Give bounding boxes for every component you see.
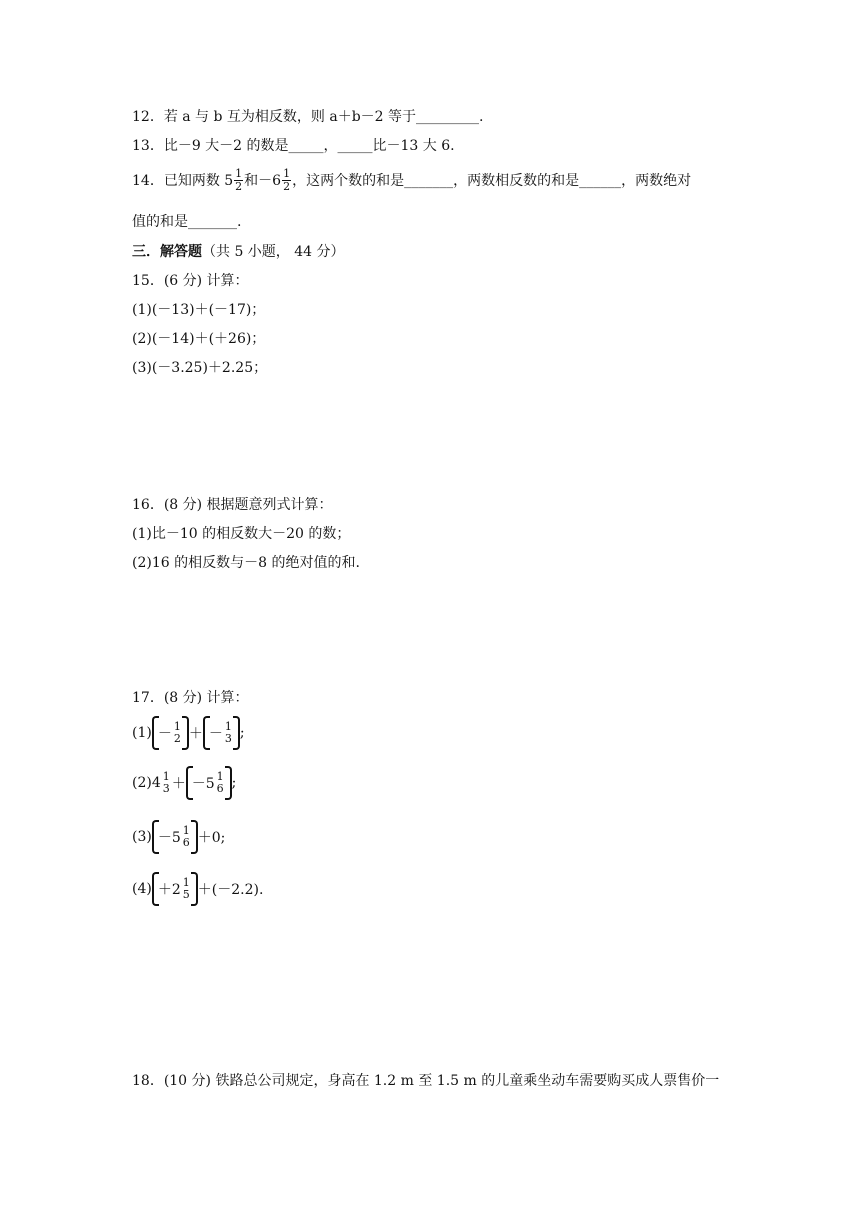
fraction-denominator: 2	[283, 180, 291, 193]
fraction-numerator: 1	[173, 720, 181, 733]
bracket-expression	[152, 716, 189, 750]
question-13: 13．比－9 大－2 的数是_____，_____比－13 大 6.	[132, 138, 455, 154]
section-3-title: 三．解答题	[132, 244, 202, 260]
item-label: (4)	[132, 881, 152, 897]
fraction	[182, 877, 191, 901]
q14-fraction-1	[234, 168, 243, 193]
item-label: (2)4	[132, 775, 161, 791]
fraction-denominator: 2	[173, 732, 181, 745]
question-12: 12．若 a 与 b 互为相反数，则 a＋b－2 等于_________.	[132, 109, 484, 125]
fraction	[173, 721, 182, 745]
fraction	[182, 825, 191, 849]
section-3-note: （共 5 小题， 44 分）	[202, 244, 345, 260]
fraction-numerator: 1	[283, 167, 291, 180]
question-17-item-2	[132, 766, 236, 800]
question-16-stem: 16．(8 分) 根据题意列式计算：	[132, 497, 333, 513]
fraction	[216, 771, 225, 795]
q14-tail: ，这两个数的和是_______，两数相反数的和是______，两数绝对	[292, 172, 692, 189]
bracket-expression	[152, 872, 198, 906]
section-3-heading	[132, 243, 345, 261]
fraction-denominator: 3	[224, 732, 232, 745]
fraction-numerator: 1	[182, 876, 190, 889]
bracket-expression	[203, 716, 240, 750]
fraction-denominator: 2	[235, 180, 243, 193]
fraction-denominator: 6	[182, 836, 190, 849]
bracket-expression	[152, 820, 198, 854]
fraction-numerator: 1	[162, 770, 170, 783]
question-16-item-2: (2)16 的相反数与－8 的绝对值的和.	[132, 555, 360, 571]
sign: －	[157, 726, 172, 742]
expression-tail: ＋(－2.2).	[197, 882, 264, 898]
fraction	[224, 721, 233, 745]
integer-part: ＋2	[157, 882, 181, 898]
question-14-line2: 值的和是_______.	[132, 214, 242, 230]
question-17-item-4	[132, 872, 263, 906]
question-15-item-2: (2)(－14)＋(＋26)；	[132, 331, 266, 347]
question-17-item-1	[132, 716, 245, 750]
sign: －	[208, 726, 223, 742]
item-label: (3)	[132, 829, 152, 845]
terminator: ;	[231, 775, 237, 791]
fraction-denominator: 6	[216, 782, 224, 795]
fraction-numerator: 1	[224, 720, 232, 733]
q14-lead: 14．已知两数 5	[132, 172, 234, 189]
bracket-expression	[186, 766, 232, 800]
question-14	[132, 168, 691, 193]
q14-mid: 和－6	[244, 172, 282, 189]
q14-fraction-2	[282, 168, 291, 193]
item-label: (1)	[132, 725, 152, 741]
question-16-item-1: (1)比－10 的相反数大－20 的数；	[132, 526, 351, 542]
operator: ＋	[171, 776, 186, 792]
expression-tail: ＋0;	[197, 830, 226, 846]
question-15-item-3: (3)(－3.25)＋2.25；	[132, 360, 268, 376]
fraction-numerator: 1	[182, 824, 190, 837]
question-15-item-1: (1)(－13)＋(－17)；	[132, 302, 266, 318]
question-18: 18．(10 分) 铁路总公司规定，身高在 1.2 m 至 1.5 m 的儿童乘坐动车需要购买成人票售价一	[132, 1073, 720, 1089]
fraction-denominator: 3	[162, 782, 170, 795]
fraction	[162, 771, 171, 795]
operator: ＋	[188, 726, 203, 742]
fraction-numerator: 1	[235, 167, 243, 180]
fraction-denominator: 5	[182, 888, 190, 901]
fraction-numerator: 1	[216, 770, 224, 783]
integer-part: －5	[157, 830, 181, 846]
question-17-stem: 17．(8 分) 计算：	[132, 690, 249, 706]
question-15-stem: 15．(6 分) 计算：	[132, 273, 249, 289]
question-17-item-3	[132, 820, 225, 854]
integer-part: －5	[191, 776, 215, 792]
terminator: ;	[239, 725, 245, 741]
